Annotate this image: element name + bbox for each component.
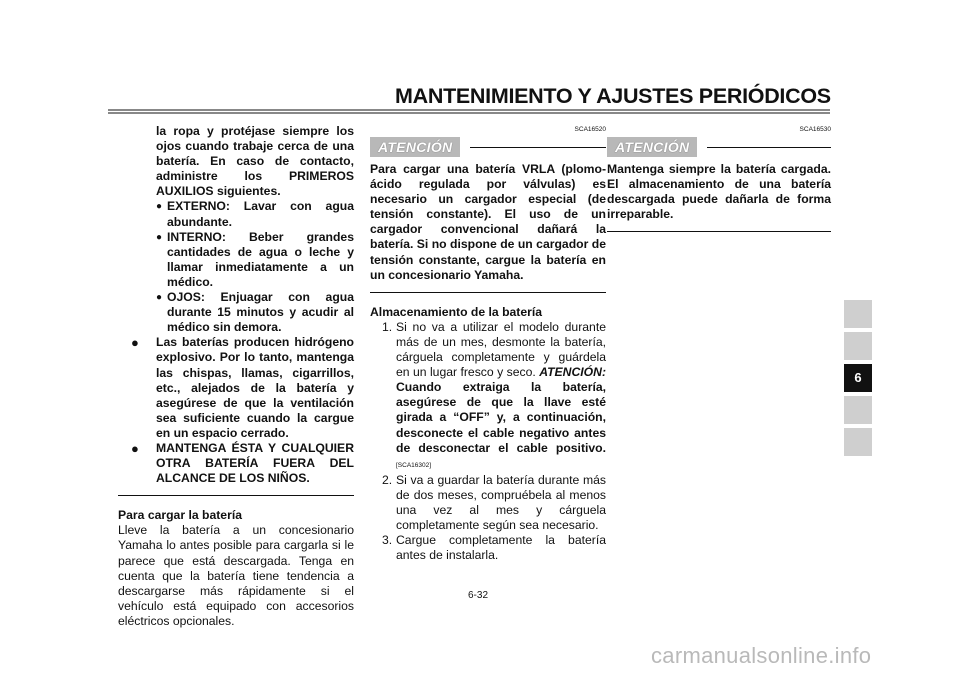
step-number: 3.: [382, 533, 393, 548]
bullet-dot-icon: ●: [156, 231, 163, 243]
page-header-title: MANTENIMIENTO Y AJUSTES PERIÓDICOS: [395, 84, 831, 108]
inline-attention-label: ATENCIÓN:: [539, 365, 607, 380]
column-left: [118, 124, 354, 629]
attention-badge: ATENCIÓN: [607, 137, 697, 157]
bullet-dot-icon: ●: [156, 201, 163, 213]
attention-text: Para cargar una batería VRLA (plomo-ácido regulada por válvulas) es necesario un cargador especial (de tensión constante). El uso de un cargador convencional dañará la batería. Si no dispone de un cargador de tensión constante, cargue la batería en un concesionario Yamaha.: [370, 162, 606, 282]
attention-rule: [707, 147, 831, 148]
storage-step: 1. Si no va a utilizar el modelo durante más de un mes, desmonte la batería, cárguela completamente y guárdela en un lugar fresco y seco. ATENCIÓN: Cuando extraiga la batería, asegúrese de que la llave esté girada a “OFF” y, a continuación, desconecte el cable negativo antes de desconectar el cable positivo.[SCA16302]: [382, 319, 607, 469]
section-title-charging: Para cargar la batería: [118, 508, 242, 523]
chapter-tab: 6: [844, 364, 872, 392]
bullet-circle-icon: ●: [131, 440, 139, 456]
warning-intro: la ropa y protéjase siempre los ojos cuando trabaje cerca de una batería. En caso de contacto, administre los PRIMEROS AUXILIOS siguientes.: [156, 124, 354, 199]
reference-code: SCA16530: [799, 126, 831, 133]
column-right: [607, 124, 831, 244]
storage-step: 3. Cargue completamente la batería antes de instalarla.: [382, 533, 606, 563]
first-aid-item: ● EXTERNO: Lavar con agua abundante.: [156, 199, 354, 229]
warning-bullet: ● MANTENGA ÉSTA Y CUALQUIER OTRA BATERÍA FUERA DEL ALCANCE DE LOS NIÑOS.: [131, 440, 354, 486]
chapter-tab-inactive: [844, 332, 872, 360]
reference-code: SCA16520: [574, 126, 606, 133]
attention-header: [370, 136, 606, 158]
attention-rule: [470, 147, 606, 148]
divider: [370, 292, 606, 293]
step-number: 2.: [382, 472, 393, 487]
column-middle: [370, 124, 606, 563]
header-rule: [108, 109, 830, 114]
divider: [607, 231, 831, 232]
bullet-circle-icon: ●: [131, 335, 139, 351]
divider: [118, 495, 354, 496]
inline-attention-text: Cuando extraiga la batería, asegúrese de que la llave esté girada a “OFF” y, a continuación, desconecte el cable negativo antes de desconectar el cable positivo.: [396, 380, 606, 455]
section-body-charging: Lleve la batería a un concesionario Yamaha lo antes posible para cargarla si le parece que está descargada. Tenga en cuenta que la batería tiene tendencia a descargarse más rápidamente si el vehículo está equipado con accesorios eléctricos opcionales.: [118, 523, 354, 628]
attention-header: [607, 136, 831, 158]
chapter-tab-inactive: [844, 300, 872, 328]
chapter-tab-inactive: [844, 396, 872, 424]
chapter-tab-inactive: [844, 428, 872, 456]
bullet-dot-icon: ●: [156, 292, 163, 304]
warning-bullet: ● Las baterías producen hidrógeno explosivo. Por lo tanto, mantenga las chispas, llamas, cigarrillos, etc., alejados de la batería y asegúrese de que la ventilación sea suficiente cuando la cargue en un espacio cerrado.: [131, 335, 354, 440]
section-title-storage: Almacenamiento de la batería: [370, 304, 543, 319]
inline-code: [SCA16302]: [396, 461, 432, 469]
storage-step: 2. Si va a guardar la batería durante más de dos meses, compruébela al menos una vez al mes y cárguela completamente según sea necesario.: [382, 472, 606, 533]
attention-badge: ATENCIÓN: [370, 137, 460, 157]
first-aid-item: ● OJOS: Enjuagar con agua durante 15 minutos y acudir al médico sin demora.: [156, 290, 354, 335]
first-aid-item: ● INTERNO: Beber grandes cantidades de agua o leche y llamar inmediatamente a un médico.: [156, 229, 354, 289]
attention-text: Mantenga siempre la batería cargada. El almacenamiento de una batería descargada puede dañarla de forma irreparable.: [607, 162, 831, 222]
page-number: 6-32: [468, 590, 489, 601]
watermark: carmanualsonline.info: [651, 643, 872, 668]
step-number: 1.: [382, 319, 393, 334]
